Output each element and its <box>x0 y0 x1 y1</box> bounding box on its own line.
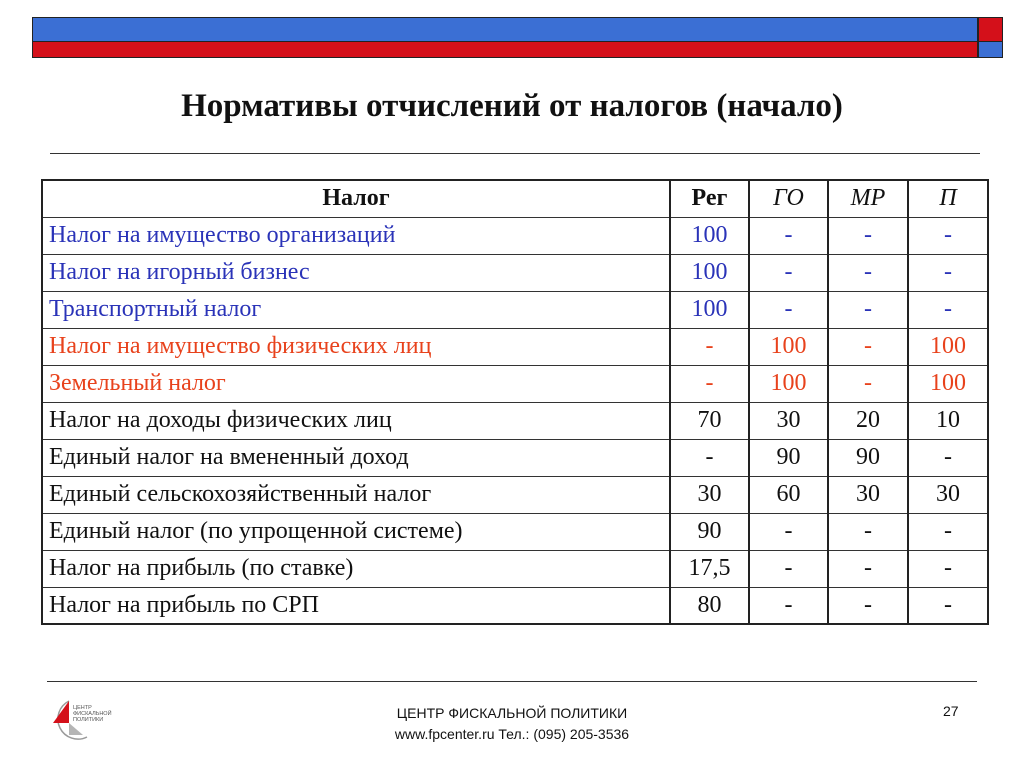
go-cell: - <box>749 587 828 624</box>
p-cell: 100 <box>908 365 988 402</box>
go-cell: - <box>749 550 828 587</box>
p-cell: - <box>908 439 988 476</box>
table-header-row <box>42 180 988 217</box>
header-reg: Рег <box>670 180 749 217</box>
reg-cell: 80 <box>670 587 749 624</box>
header-mr: МР <box>828 180 908 217</box>
tax-name-cell: Налог на прибыль (по ставке) <box>42 550 670 587</box>
table-row <box>42 513 988 550</box>
mr-cell: - <box>828 291 908 328</box>
mr-cell: - <box>828 254 908 291</box>
table-row <box>42 587 988 624</box>
tax-name-cell: Налог на доходы физических лиц <box>42 402 670 439</box>
tax-name-cell: Налог на имущество физических лиц <box>42 328 670 365</box>
mr-cell: 90 <box>828 439 908 476</box>
tax-name-cell: Земельный налог <box>42 365 670 402</box>
reg-cell: 100 <box>670 217 749 254</box>
table-body <box>42 217 988 624</box>
top-bar-blue <box>32 17 978 42</box>
tax-name-cell: Налог на прибыль по СРП <box>42 587 670 624</box>
reg-cell: 100 <box>670 291 749 328</box>
p-cell: 10 <box>908 402 988 439</box>
reg-cell: 30 <box>670 476 749 513</box>
tax-name-cell: Единый сельскохозяйственный налог <box>42 476 670 513</box>
table-row <box>42 254 988 291</box>
page-number: 27 <box>943 703 959 719</box>
footer-divider <box>47 681 977 682</box>
reg-cell: - <box>670 328 749 365</box>
go-cell: - <box>749 217 828 254</box>
p-cell: - <box>908 254 988 291</box>
mr-cell: - <box>828 513 908 550</box>
go-cell: 30 <box>749 402 828 439</box>
go-cell: - <box>749 254 828 291</box>
table-row <box>42 476 988 513</box>
mr-cell: - <box>828 328 908 365</box>
table-row <box>42 217 988 254</box>
table-row <box>42 328 988 365</box>
logo-line-2: ФИСКАЛЬНОЙ <box>73 711 112 717</box>
tax-table <box>41 179 989 625</box>
table-row <box>42 365 988 402</box>
p-cell: 30 <box>908 476 988 513</box>
slide-title: Нормативы отчислений от налогов (начало) <box>181 88 843 124</box>
reg-cell: - <box>670 365 749 402</box>
tax-name-cell: Транспортный налог <box>42 291 670 328</box>
mr-cell: 30 <box>828 476 908 513</box>
go-cell: 60 <box>749 476 828 513</box>
go-cell: 100 <box>749 365 828 402</box>
header-tax: Налог <box>42 180 670 217</box>
logo-line-1: ЦЕНТР <box>73 705 92 711</box>
p-cell: - <box>908 550 988 587</box>
tax-name-cell: Единый налог на вмененный доход <box>42 439 670 476</box>
header-p: П <box>908 180 988 217</box>
mr-cell: - <box>828 587 908 624</box>
corner-square-blue <box>978 42 1003 58</box>
p-cell: - <box>908 291 988 328</box>
footer-org: ЦЕНТР ФИСКАЛЬНОЙ ПОЛИТИКИ <box>396 705 628 721</box>
top-bar-red <box>32 42 978 58</box>
mr-cell: - <box>828 550 908 587</box>
go-cell: - <box>749 513 828 550</box>
tax-name-cell: Налог на имущество организаций <box>42 217 670 254</box>
reg-cell: 100 <box>670 254 749 291</box>
go-cell: 100 <box>749 328 828 365</box>
go-cell: 90 <box>749 439 828 476</box>
mr-cell: - <box>828 365 908 402</box>
reg-cell: 90 <box>670 513 749 550</box>
tax-name-cell: Налог на игорный бизнес <box>42 254 670 291</box>
mr-cell: - <box>828 217 908 254</box>
reg-cell: 17,5 <box>670 550 749 587</box>
header-go: ГО <box>749 180 828 217</box>
go-cell: - <box>749 291 828 328</box>
tax-name-cell: Единый налог (по упрощенной системе) <box>42 513 670 550</box>
p-cell: - <box>908 217 988 254</box>
reg-cell: 70 <box>670 402 749 439</box>
table-row <box>42 550 988 587</box>
footer <box>0 703 1024 745</box>
corner-square-red <box>978 17 1003 42</box>
footer-contacts: www.fpcenter.ru Тел.: (095) 205-3536 <box>394 726 630 742</box>
table-row <box>42 439 988 476</box>
mr-cell: 20 <box>828 402 908 439</box>
p-cell: - <box>908 587 988 624</box>
p-cell: - <box>908 513 988 550</box>
reg-cell: - <box>670 439 749 476</box>
p-cell: 100 <box>908 328 988 365</box>
title-divider <box>50 153 980 154</box>
logo-line-3: ПОЛИТИКИ <box>73 717 104 723</box>
table-row <box>42 402 988 439</box>
table-row <box>42 291 988 328</box>
